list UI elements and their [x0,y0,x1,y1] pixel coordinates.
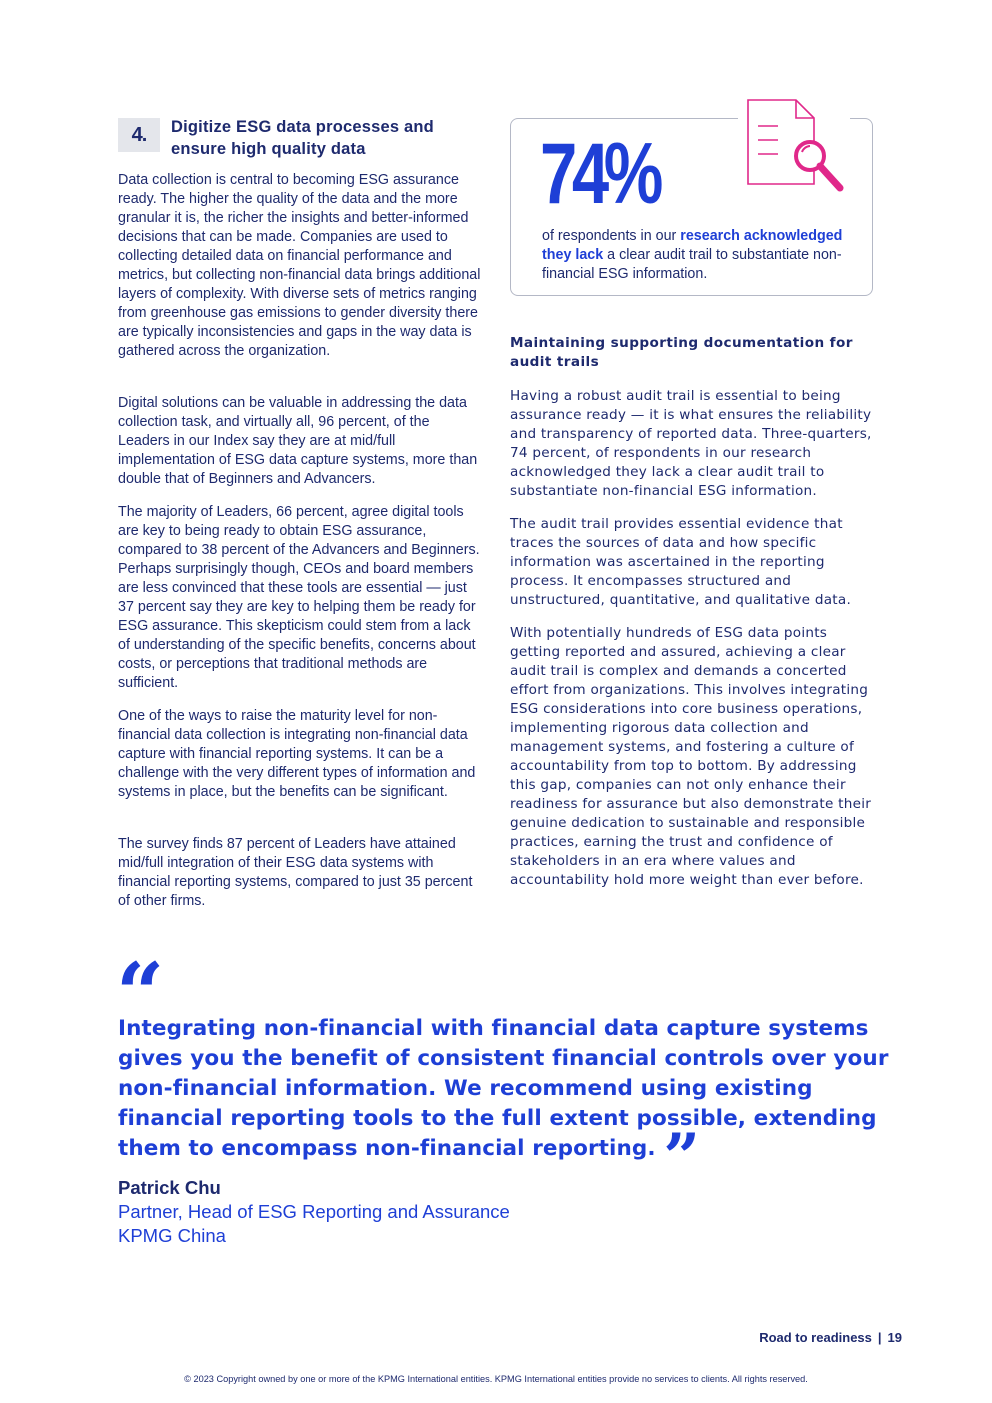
right-paragraph-2: The audit trail provides essential evidence that traces the sources of data and how specific information was ascertained in the reporting process. It encompasses structured and unstructured, quantitative, and qualitative data. [510,516,852,608]
stat-desc-highlight: research acknowledged they lack [542,228,843,263]
stat-value: 74% [540,126,658,222]
left-paragraph-2: Digital solutions can be valuable in addressing the data collection task, and virtually all, 96 percent, of the Leaders in our Index say they are at mid/full implementation of ESG data capture systems, more than double that of Beginners and Advancers. [118,395,478,487]
left-paragraph-3: The majority of Leaders, 66 percent, agree digital tools are key to being ready to obtain ESG assurance, compared to 38 percent of the Advancers and Beginners. Perhaps surprisingly though, CEOs and board members are less convinced that these tools are essential — just 37 percent say they are key to helping them be ready for ESG assurance. This skepticism could stem from a lack of understanding of the specific benefits, concerns about costs, or perceptions that traditional methods are sufficient. [118,504,480,691]
footer-separator: | [877,1330,882,1345]
document-search-icon [738,96,850,196]
stat-desc-before: of respondents in our [542,228,681,244]
stat-description [542,227,862,284]
close-quote-icon: ” [663,1120,701,1195]
stat-desc-after: a clear audit trail to substantiate non-financial ESG information. [542,247,842,282]
left-paragraph-5: The survey finds 87 percent of Leaders have attained mid/full integration of their ESG data systems with financial reporting systems, compared to just 35 percent of other firms. [118,836,473,909]
footer-doc-title: Road to readiness [759,1330,872,1345]
copyright-notice: © 2023 Copyright owned by one or more of the KPMG International entities. KPMG International entities provide no services to clients. All rights reserved. [184,1374,808,1384]
right-paragraph-1: Having a robust audit trail is essential to being assurance ready — it is what ensures the reliability and transparency of reported data. Three-quarters, 74 percent, of respondents in our research acknowledged they lack a clear audit trail to substantiate non-financial ESG information. [510,388,872,499]
page-footer [759,1330,902,1345]
right-column-2 [510,515,874,610]
right-column [510,387,874,501]
pull-quote-text: Integrating non-financial with financial data capture systems gives you the benefit of consistent financial controls over your non-financial information. We recommend using existing financial reporting tools to the full extent possible, extending them to encompass non-financial reporting. [118,1016,889,1161]
section-title: Digitize ESG data processes and ensure high quality data [171,118,434,158]
open-quote-icon: “ [116,944,165,1043]
quote-author-org: KPMG China [118,1225,226,1246]
section-number: 4. [118,118,160,152]
left-paragraph-4: One of the ways to raise the maturity level for non-financial data collection is integrating non-financial data capture with financial reporting systems. It can be a challenge with the very different types of information and systems in place, but the benefits can be significant. [118,708,476,800]
right-column-3 [510,624,874,890]
quote-author: Patrick Chu [118,1177,221,1198]
right-subheading: Maintaining supporting documentation for audit trails [510,335,853,370]
left-paragraph-1: Data collection is central to becoming ESG assurance ready. The higher the quality of the data and the more granular it is, the richer the insights and better-informed decisions that can be made. Companies are used to collecting detailed data on financial performance and metrics, but collecting non-financial data brings additional layers of complexity. With diverse sets of metrics ranging from greenhouse gas emissions to gender diversity there are typically inconsistencies and gaps in the way data is gathered across the organization. [118,172,481,359]
quote-author-role: Partner, Head of ESG Reporting and Assurance [118,1201,510,1222]
page-number: 19 [887,1330,902,1345]
right-paragraph-3: With potentially hundreds of ESG data points getting reported and assured, achieving a clear audit trail is complex and demands a concerted effort from organizations. This involves integrating ESG considerations into core business operations, implementing rigorous data collection and management systems, and fostering a culture of accountability from top to bottom. By addressing this gap, companies can not only enhance their readiness for assurance but also demonstrate their genuine dedication to sustainable and responsible practices, earning the trust and confidence of stakeholders in an era where values and accountability hold more weight than ever before. [510,625,872,888]
